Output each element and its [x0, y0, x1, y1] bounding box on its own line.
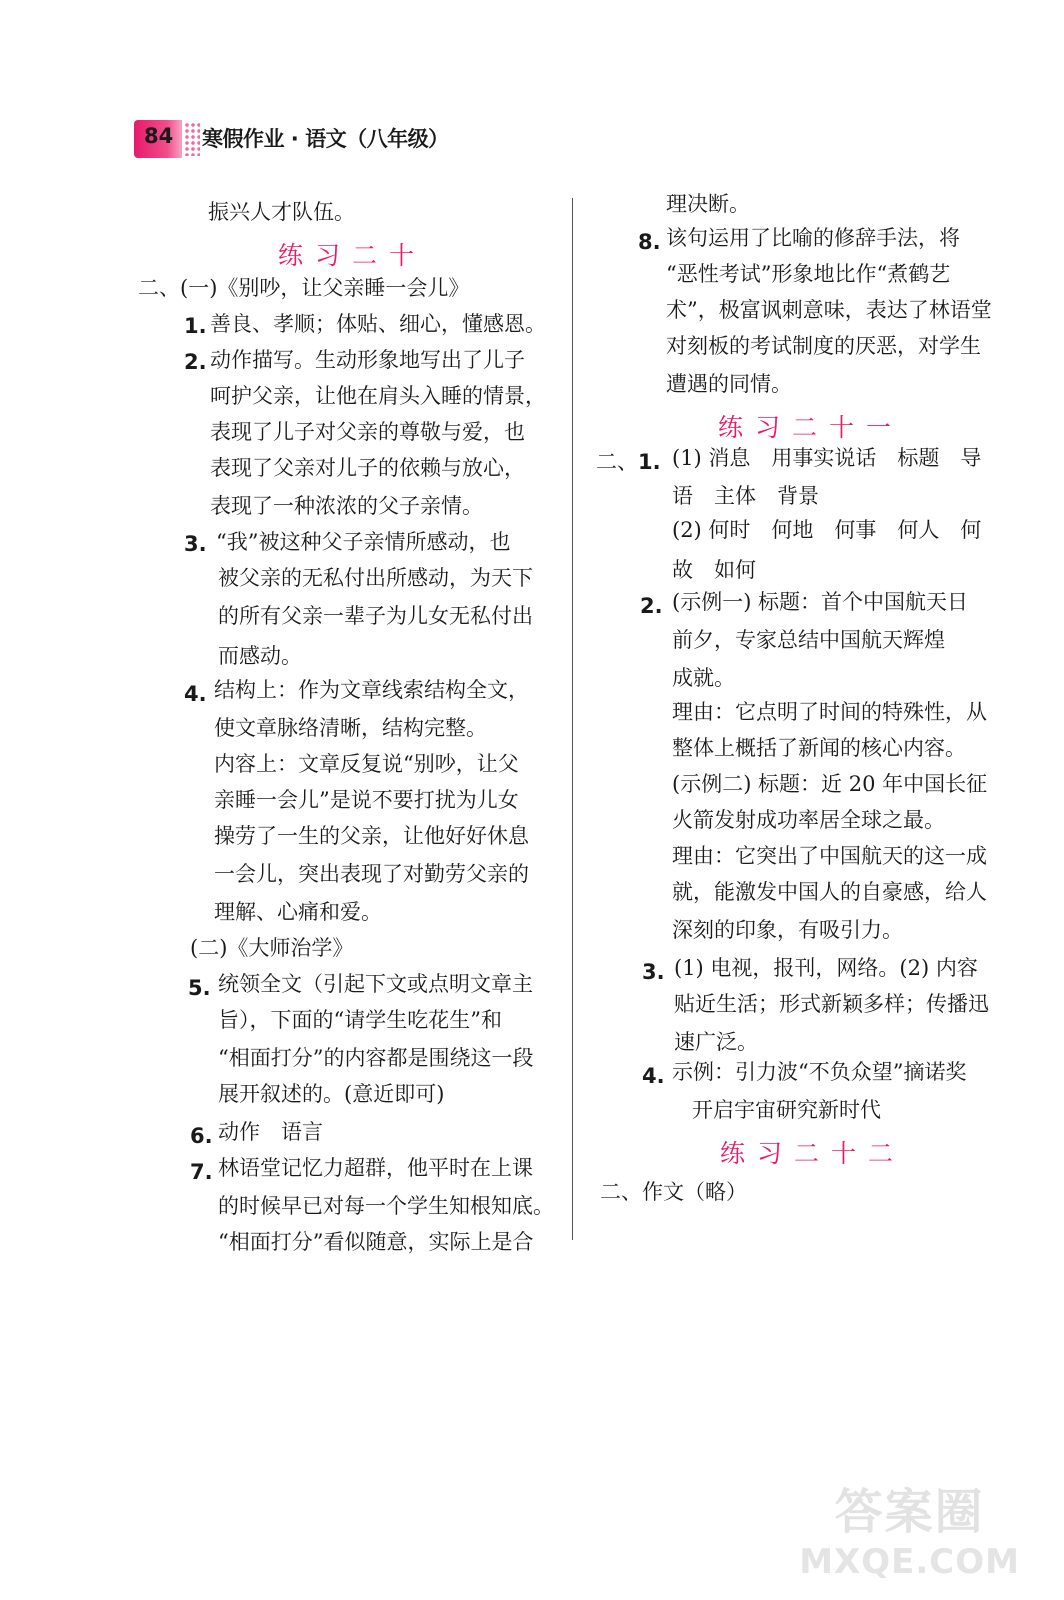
item-number: 3. [642, 960, 665, 984]
exercise-heading-22: 练习二十二 [720, 1139, 906, 1168]
answer-line: 被父亲的无私付出所感动，为天下 [218, 566, 533, 590]
exercise-heading-20: 练习二十 [278, 241, 427, 270]
answer-line: 的时候早已对每一个学生知根知底。 [218, 1194, 554, 1218]
answer-line: 而感动。 [218, 644, 302, 668]
answer-line: (1) 电视，报刊，网络。(2) 内容 [674, 956, 978, 980]
answer-line: 动作 语言 [218, 1120, 323, 1144]
answer-line: 故 如何 [672, 558, 756, 582]
answer-line: (示例一) 标题：首个中国航天日 [672, 590, 969, 614]
answer-line: 术”，极富讽刺意味，表达了林语堂 [666, 298, 992, 322]
book-title: 寒假作业 · 语文（八年级） [202, 127, 449, 151]
answer-line: 统领全文（引起下文或点明文章主 [218, 972, 533, 996]
item-number: 3. [184, 532, 207, 556]
decorative-dots [184, 122, 200, 156]
answer-line: (示例二) 标题：近 20 年中国长征 [672, 772, 988, 796]
section-title: (二)《大师治学》 [190, 936, 354, 960]
item-number: 6. [190, 1124, 213, 1148]
answer-line: 的所有父亲一辈子为儿女无私付出 [218, 604, 533, 628]
column-divider [572, 198, 573, 1240]
item-number: 5. [188, 976, 211, 1000]
answer-line: 贴近生活；形式新颖多样；传播迅 [674, 992, 989, 1016]
watermark-logo-text: 答案圈 [834, 1484, 985, 1540]
item-number: 1. [638, 450, 661, 474]
answer-line: 语 主体 背景 [672, 484, 819, 508]
answer-line: “相面打分”的内容都是围绕这一段 [218, 1046, 534, 1070]
answer-line: 操劳了一生的父亲，让他好好休息 [214, 824, 529, 848]
item-number: 7. [190, 1160, 213, 1184]
watermark-url: MXQE.COM [799, 1542, 1020, 1582]
page-header [134, 118, 464, 160]
answer-line: 理由：它点明了时间的特殊性，从 [672, 700, 987, 724]
exercise-heading-21: 练习二十一 [718, 413, 904, 442]
answer-line: 深刻的印象，有吸引力。 [672, 918, 903, 942]
text-line: 振兴人才队伍。 [208, 200, 355, 224]
answer-line: “相面打分”看似随意，实际上是合 [218, 1230, 534, 1254]
text-line: 理决断。 [666, 192, 750, 216]
answer-line: 表现了父亲对儿子的依赖与放心， [210, 456, 525, 480]
answer-line: 理由：它突出了中国航天的这一成 [672, 844, 987, 868]
answer-line: 表现了一种浓浓的父子亲情。 [210, 494, 483, 518]
answer-line: 火箭发射成功率居全球之最。 [672, 808, 945, 832]
answer-line: 速广泛。 [674, 1030, 758, 1054]
answer-line: 亲睡一会儿”是说不要打扰为儿女 [214, 788, 519, 812]
item-number: 4. [642, 1064, 665, 1088]
answer-line: 善良、孝顺；体贴、细心，懂感恩。 [210, 312, 546, 336]
answer-line: (1) 消息 用事实说话 标题 导 [672, 446, 982, 470]
answer-line: 遭遇的同情。 [666, 372, 792, 396]
answer-line: 旨），下面的“请学生吃花生”和 [218, 1008, 502, 1032]
answer-line: 一会儿，突出表现了对勤劳父亲的 [214, 862, 529, 886]
answer-line: 表现了儿子对父亲的尊敬与爱，也 [210, 420, 525, 444]
answer-line: 示例：引力波“不负众望”摘诺奖 [672, 1060, 967, 1084]
answer-line: 结构上：作为文章线索结构全文， [214, 678, 529, 702]
answer-line: 动作描写。生动形象地写出了儿子 [210, 348, 525, 372]
answer-line: 就，能激发中国人的自豪感，给人 [672, 880, 987, 904]
answer-line: 呵护父亲，让他在肩头入睡的情景， [210, 384, 546, 408]
item-number: 8. [638, 230, 661, 254]
answer-line: 对刻板的考试制度的厌恶，对学生 [666, 334, 981, 358]
answer-line: 开启宇宙研究新时代 [692, 1098, 881, 1122]
answer-line: 前夕，专家总结中国航天辉煌 [672, 628, 945, 652]
answer-line: 成就。 [672, 666, 735, 690]
answer-line: 使文章脉络清晰，结构完整。 [214, 716, 487, 740]
answer-line: 二、作文（略） [600, 1180, 747, 1204]
item-number: 4. [184, 682, 207, 706]
answer-line: 展开叙述的。(意近即可) [218, 1082, 445, 1106]
item-number: 1. [184, 314, 207, 338]
answer-line: “我”被这种父子亲情所感动，也 [216, 530, 511, 554]
section-title: 二、(一)《别吵，让父亲睡一会儿》 [138, 276, 470, 300]
section-title: 二、 [596, 450, 638, 474]
page-number: 84 [144, 124, 174, 148]
answer-line: 林语堂记忆力超群，他平时在上课 [218, 1156, 533, 1180]
answer-line: “恶性考试”形象地比作“煮鹤艺 [666, 262, 951, 286]
answer-line: (2) 何时 何地 何事 何人 何 [672, 518, 982, 542]
watermark [799, 1473, 1020, 1582]
answer-line: 整体上概括了新闻的核心内容。 [672, 736, 966, 760]
item-number: 2. [640, 594, 663, 618]
answer-line: 该句运用了比喻的修辞手法，将 [666, 226, 960, 250]
answer-line: 理解、心痛和爱。 [214, 900, 382, 924]
answer-line: 内容上：文章反复说“别吵，让父 [214, 752, 519, 776]
item-number: 2. [184, 350, 207, 374]
